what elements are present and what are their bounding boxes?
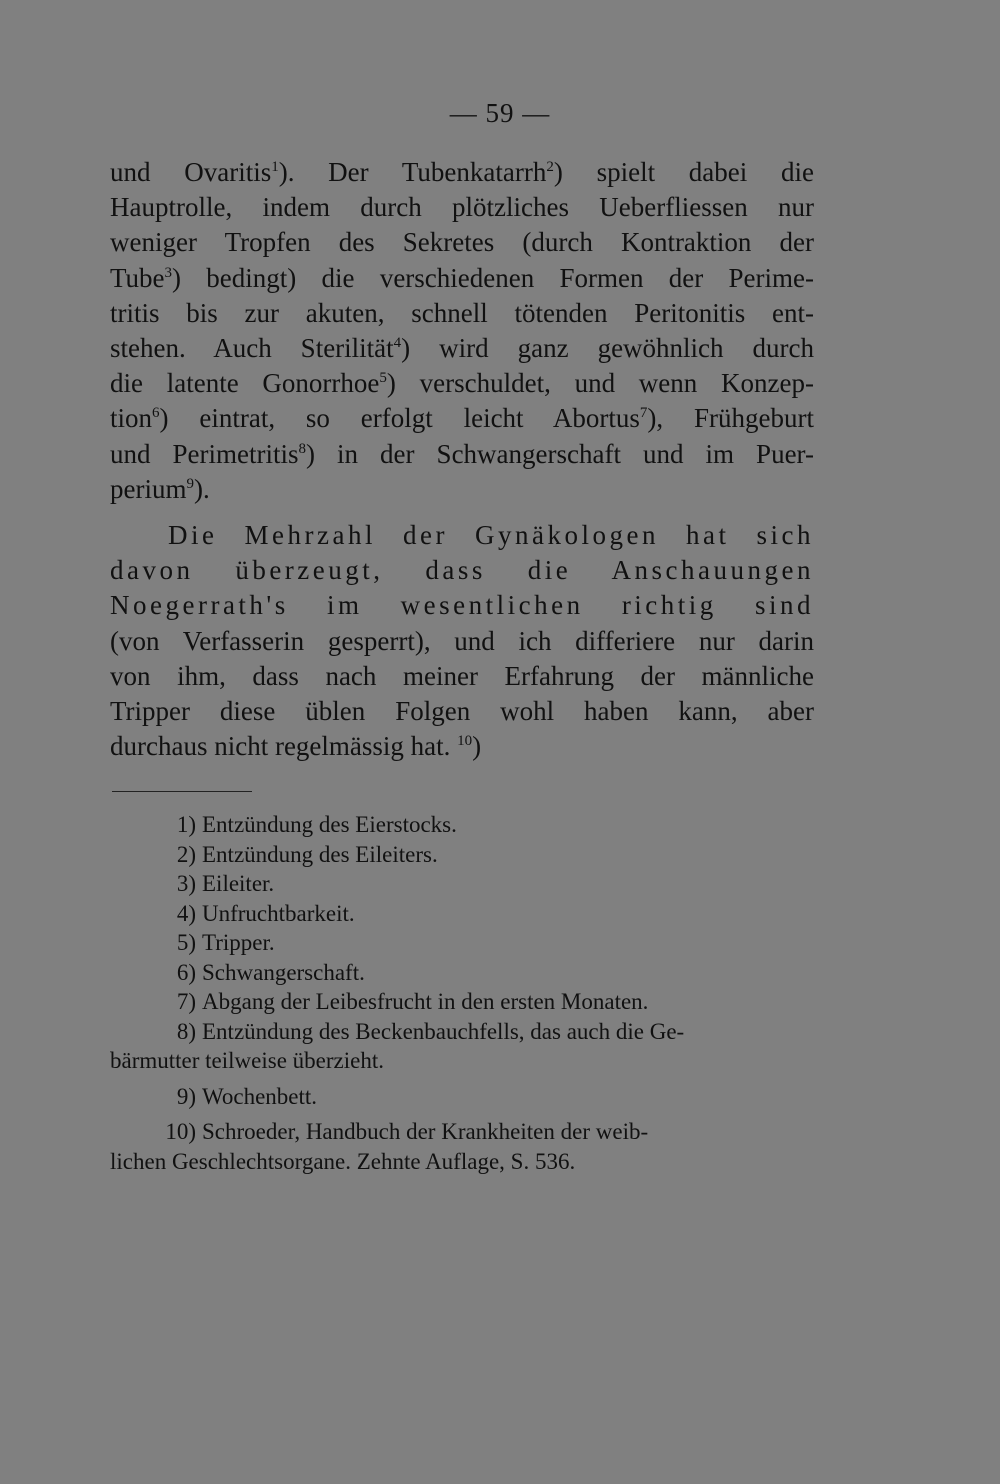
page-number: — 59 —	[449, 98, 551, 128]
footnote-7: 7) Abgang der Leibesfrucht in den ersten Monaten.	[176, 989, 649, 1014]
text-line: (von Verfasserin gesperrt), und ich differiere nur darin	[110, 625, 814, 656]
footnote-4: 4) Unfruchtbarkeit.	[176, 900, 355, 926]
text-line: die latente Gonorrhoe$^5$) verschuldet, und wenn Konzep-	[110, 368, 814, 399]
text-line: Die Mehrzahl der Gynäkologen hat sich	[168, 520, 814, 550]
footnote-10-continuation: lichen Geschlechtsorgane. Zehnte Auflage, S. 536.	[110, 1148, 576, 1174]
text-line: durchaus nicht regelmässig hat. $^{10}$)	[110, 731, 482, 762]
footnote-5: 5) Tripper.	[176, 930, 275, 955]
footnotes	[110, 810, 820, 1176]
text-line: Hauptrolle, indem durch plötzliches Ueberfliessen nur	[110, 192, 814, 223]
footnote-3: 3) Eileiter.	[176, 871, 275, 896]
text-line: perium$^9$).	[110, 473, 210, 504]
footnote-2: 2) Entzündung des Eileiters.	[176, 841, 438, 867]
text-line: Tripper diese üblen Folgen wohl haben kann, aber	[110, 696, 814, 727]
text-line: und Perimetritis$^8$) in der Schwangerschaft und im Puer-	[110, 438, 815, 469]
paragraph-1	[110, 155, 814, 507]
text-line: tion$^6$) eintrat, so erfolgt leicht Abortus$^7$), Frühgeburt	[110, 403, 814, 434]
text-line: stehen. Auch Sterilität$^4$) wird ganz gewöhnlich durch	[110, 333, 814, 364]
footnote-9: 9) Wochenbett.	[176, 1083, 318, 1109]
footnote-8-continuation: bärmutter teilweise überzieht.	[110, 1048, 384, 1073]
text-line: von ihm, dass nach meiner Erfahrung der männliche	[110, 660, 814, 691]
text-line: Noegerrath's im wesentlichen richtig sind	[110, 590, 814, 621]
footnote-6: 6) Schwangerschaft.	[176, 959, 365, 985]
footnote-divider	[112, 791, 252, 792]
footnote-8: 8) Entzündung des Beckenbauchfells, das auch die Ge-	[176, 1018, 685, 1044]
footnote-1: 1) Entzündung des Eierstocks.	[176, 812, 457, 837]
text-line: davon überzeugt, dass die Anschauungen	[110, 555, 814, 586]
text-line: weniger Tropfen des Sekretes (durch Kontraktion der	[110, 227, 814, 258]
paragraph-2	[110, 518, 814, 764]
text-line: und Ovaritis$^1$). Der Tubenkatarrh$^2$) spielt dabei die	[110, 157, 814, 187]
text-line: tritis bis zur akuten, schnell tötenden Peritonitis ent-	[110, 297, 814, 328]
footnote-10: 10) Schroeder, Handbuch der Krankheiten der weib-	[165, 1119, 649, 1144]
text-line: Tube$^3$) bedingt) die verschiedenen Formen der Perime-	[110, 262, 814, 293]
